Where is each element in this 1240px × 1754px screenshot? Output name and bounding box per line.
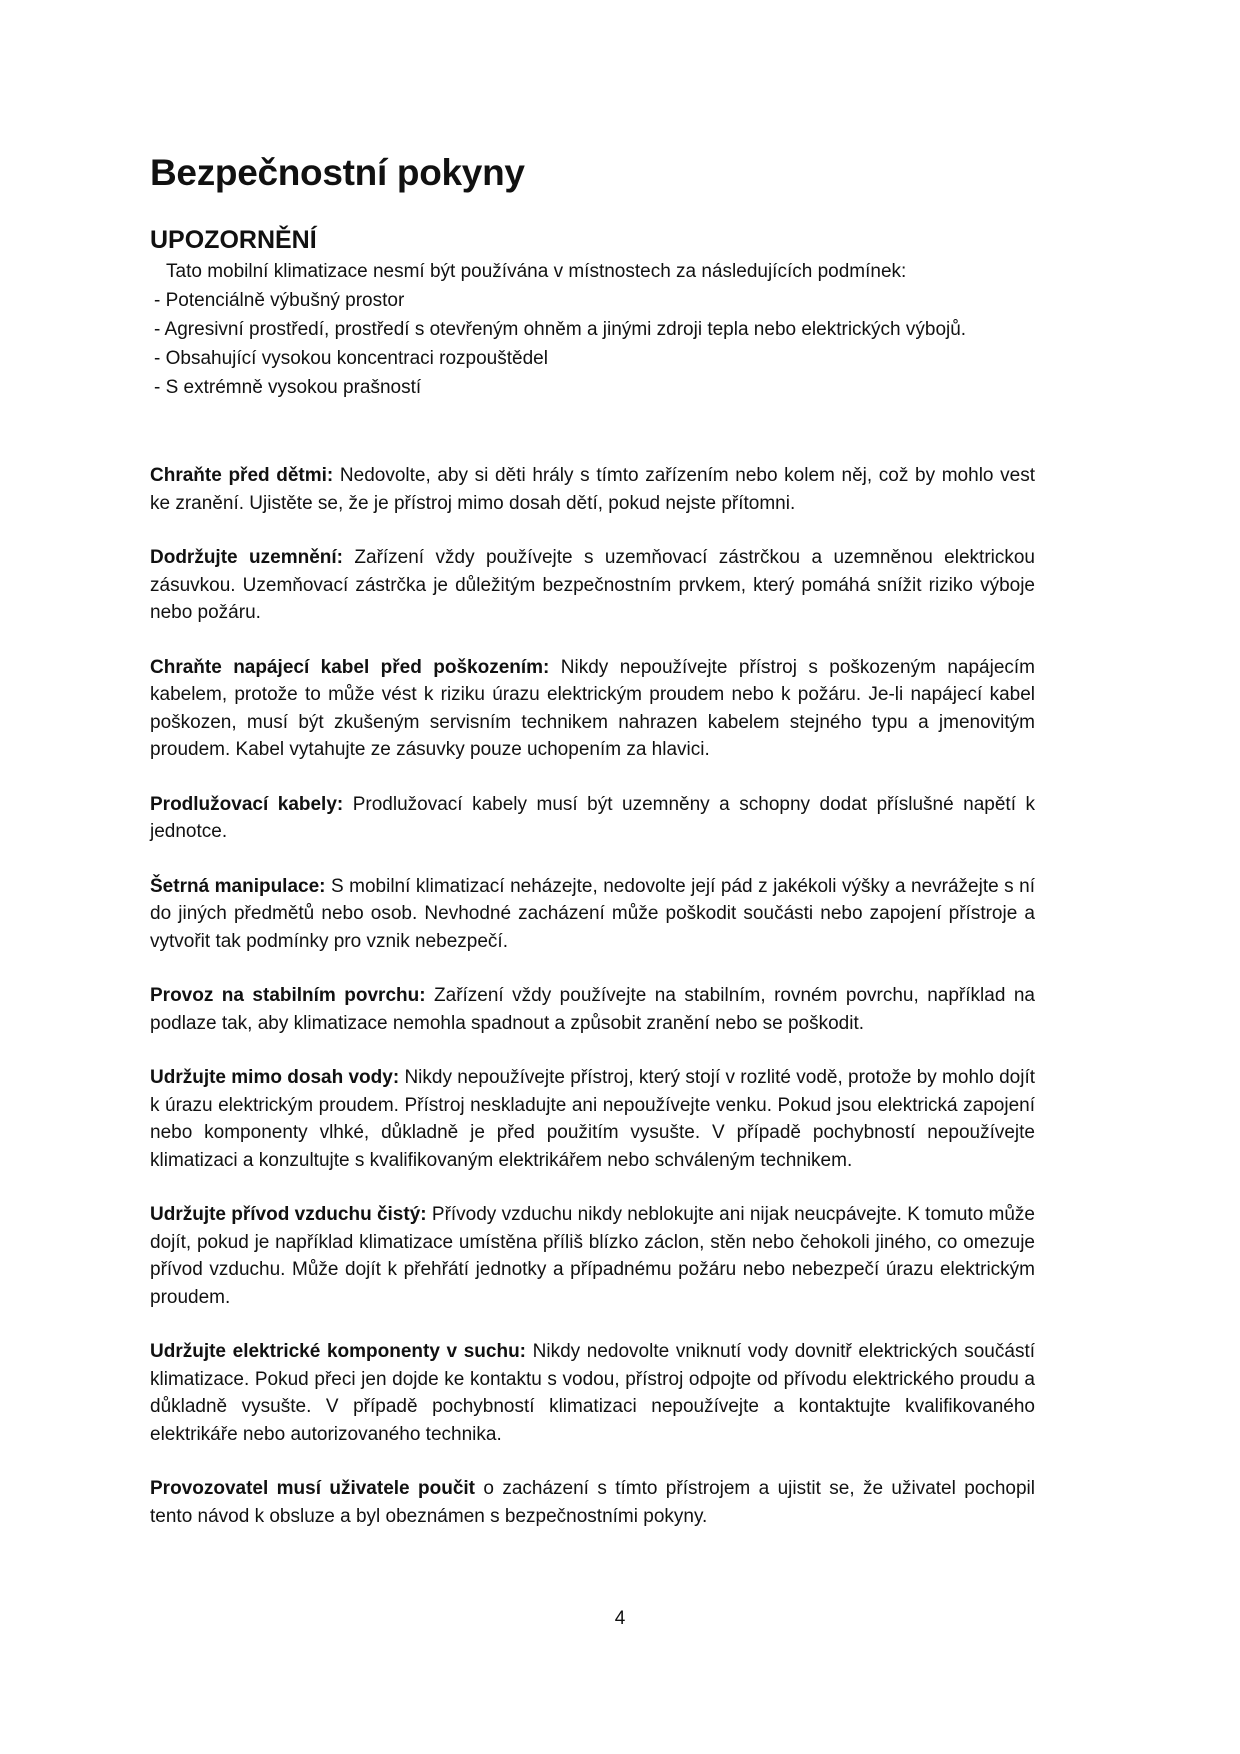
instruction-text: Nikdy nedovolte vniknutí vody dovnitř elektrických součástí klimatizace. Pokud přeci jen dojde ke kontaktu s vodou, přístroj odpojte od přívodu elektrického proudu a důkladně vysušte. V případě pochybností klimatizaci nepoužívejte a kontaktujte kvalifikovaného elektrikáře nebo autorizovaného technika. <box>150 1341 1036 1445</box>
instruction-paragraph <box>150 982 1035 1037</box>
instruction-paragraph <box>150 1338 1035 1448</box>
instruction-text: Prodlužovací kabely musí být uzemněny a schopny dodat příslušné napětí k jednotce. <box>150 793 1035 842</box>
instruction-text: S mobilní klimatizací neházejte, nedovolte její pád z jakékoli výšky a nevrážejte s ní do jiných předmětů nebo osob. Nevhodné zacházení může poškodit součásti nebo zapojení přístroje a vytvořit tak podmínky pro vznik nebezpečí. <box>150 875 1035 952</box>
instruction-lead: Dodržujte uzemnění: <box>150 547 343 568</box>
warning-heading: UPOZORNĚNÍ <box>150 226 317 254</box>
warning-condition: - S extrémně vysokou prašností <box>154 377 422 398</box>
instruction-text: Nikdy nepoužívejte přístroj s poškozeným napájecím kabelem, protože to může vést k riziku úrazu elektrickým proudem nebo k požáru. Je-li napájecí kabel poškozen, musí být zkušeným servisním technikem nahrazen kabelem stejného typu a jmenovitým proudem. Kabel vytahujte ze zásuvky pouze uchopením za hlavici. <box>150 656 1036 760</box>
instruction-lead: Provoz na stabilním povrchu: <box>150 985 426 1006</box>
instruction-paragraph <box>150 462 1035 517</box>
warning-condition: - Agresivní prostředí, prostředí s otevřeným ohněm a jinými zdroji tepla nebo elektrických výbojů. <box>154 319 967 340</box>
instruction-paragraph <box>150 873 1035 956</box>
instruction-paragraph <box>150 544 1035 627</box>
page-title: Bezpečnostní pokyny <box>150 152 525 193</box>
instruction-text: Zařízení vždy používejte s uzemňovací zástrčkou a uzemněnou elektrickou zásuvkou. Uzemňovací zástrčka je důležitým bezpečnostním prvkem, který pomáhá snížit riziko výboje nebo požáru. <box>150 547 1035 623</box>
instruction-text: Nikdy nepoužívejte přístroj, který stojí v rozlité vodě, protože by mohlo dojít k úrazu elektrickým proudem. Přístroj neskladujte ani nepoužívejte venku. Pokud jsou elektrická zapojení nebo komponenty vlhké, důkladně je před použitím vysušte. V případě pochybností nepoužívejte klimatizaci a konzultujte s kvalifikovaným elektrikářem nebo schváleným technikem. <box>150 1067 1036 1171</box>
instruction-lead: Chraňte napájecí kabel před poškozením: <box>150 656 550 678</box>
instruction-text: Přívody vzduchu nikdy neblokujte ani nijak neucpávejte. K tomuto může dojít, pokud je například klimatizace umístěna příliš blízko záclon, stěn nebo čehokoli jiného, co omezuje přívod vzduchu. Může dojít k přehřátí jednotky a případnému požáru nebo nebezpečí úrazu elektrickým proudem. <box>150 1204 1036 1308</box>
instruction-text: Nedovolte, aby si děti hrály s tímto zařízením nebo kolem něj, což by mohlo vest ke zranění. Ujistěte se, že je přístroj mimo dosah dětí, pokud nejste přítomni. <box>150 465 1035 514</box>
page-number: 4 <box>614 1608 626 1629</box>
instruction-paragraph <box>150 1064 1035 1174</box>
warning-condition: - Potenciálně výbušný prostor <box>154 290 405 311</box>
instruction-text: o zacházení s tímto přístrojem a ujistit se, že uživatel pochopil tento návod k obsluze a byl obeznámen s bezpečnostními pokyny. <box>150 1478 1035 1527</box>
instruction-paragraph <box>150 791 1035 846</box>
instruction-lead: Udržujte elektrické komponenty v suchu: <box>150 1341 527 1362</box>
instruction-lead: Udržujte mimo dosah vody: <box>150 1067 400 1088</box>
instruction-text: Zařízení vždy používejte na stabilním, rovném povrchu, například na podlaze tak, aby klimatizace nemohla spadnout a způsobit zranění nebo se poškodit. <box>150 985 1035 1034</box>
warning-condition: - Obsahující vysokou koncentraci rozpouštědel <box>154 348 548 369</box>
safety-instructions <box>150 462 1035 1530</box>
instruction-lead: Chraňte před dětmi: <box>150 465 334 486</box>
warning-intro: Tato mobilní klimatizace nesmí být používána v místnostech za následujících podmínek: <box>166 261 907 282</box>
instruction-lead: Prodlužovací kabely: <box>150 793 344 815</box>
instruction-lead: Šetrná manipulace: <box>150 875 326 897</box>
instruction-paragraph <box>150 1475 1035 1530</box>
instruction-paragraph <box>150 654 1035 764</box>
warning-conditions-list <box>150 286 1035 402</box>
instruction-paragraph <box>150 1201 1035 1311</box>
document-page <box>150 150 1035 1557</box>
instruction-lead: Provozovatel musí uživatele poučit <box>150 1478 475 1499</box>
instruction-lead: Udržujte přívod vzduchu čistý: <box>150 1204 427 1225</box>
